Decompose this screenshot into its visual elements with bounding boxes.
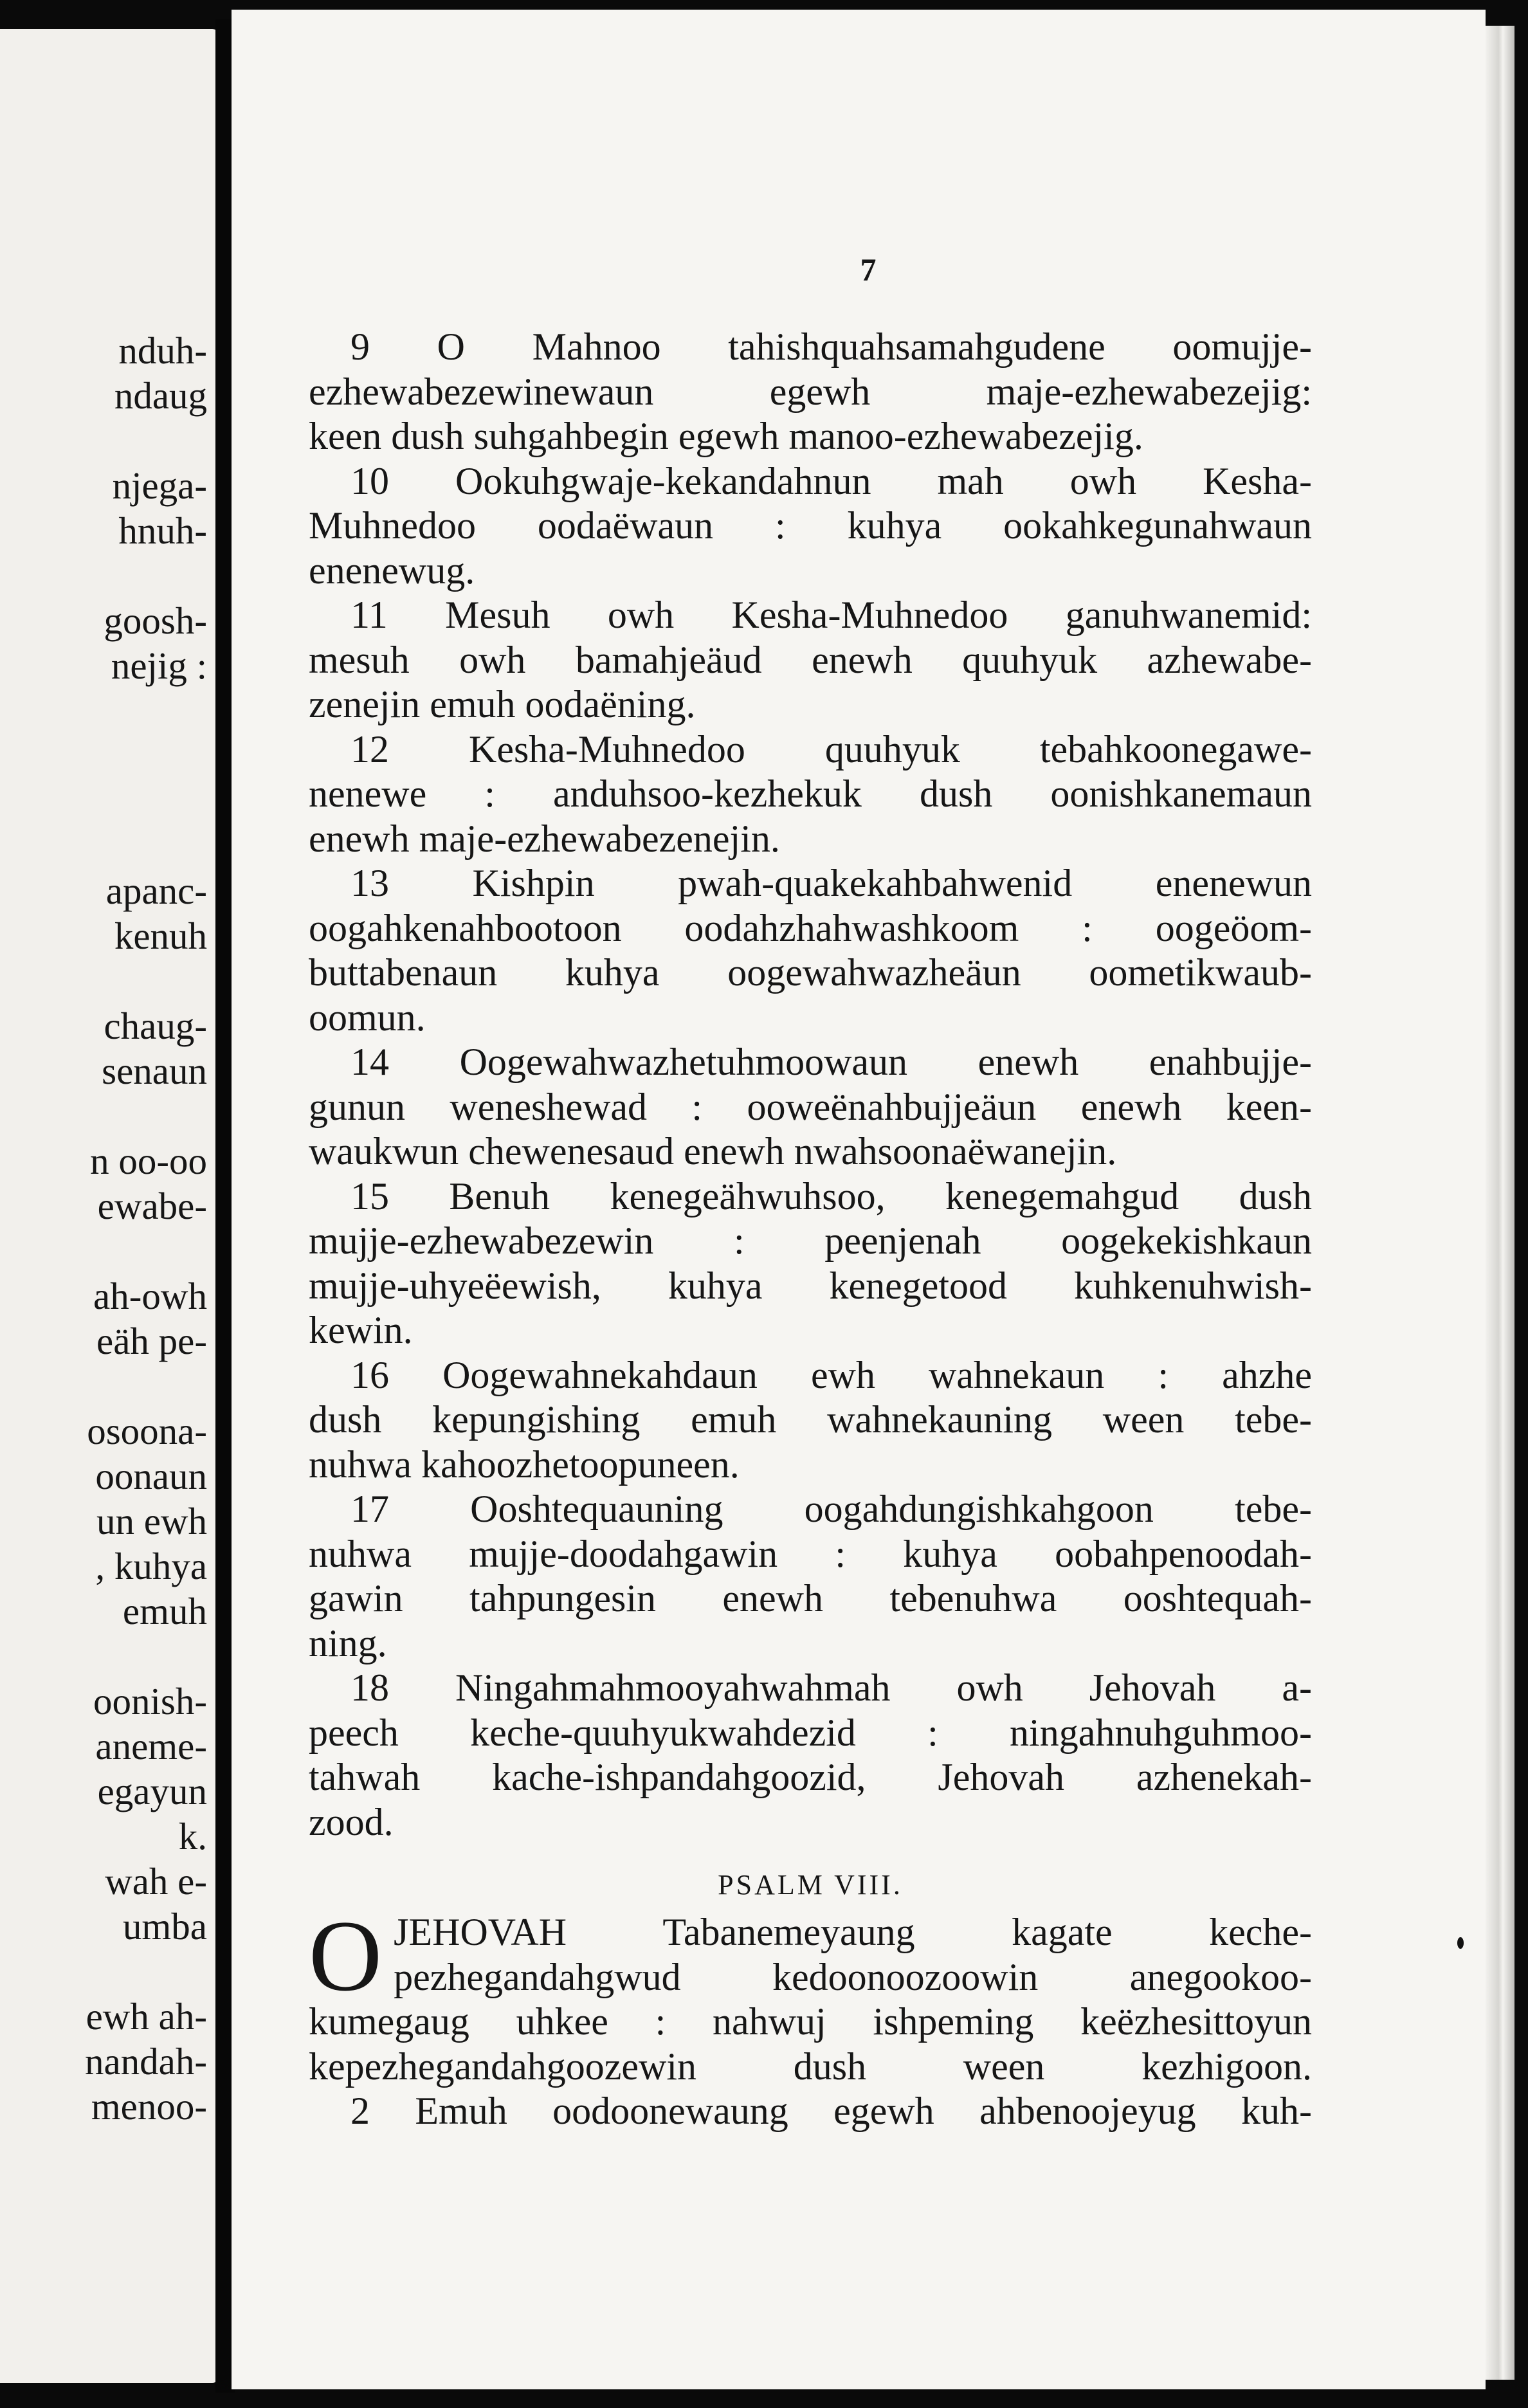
psalm-line: 2 Emuh oodoonewaung egewh ahbenoojeyug kuh- xyxy=(350,2090,1312,2132)
psalm-heading: PSALM VIII. xyxy=(718,1869,903,1901)
left-fragment-line: oonaun xyxy=(95,1455,207,1497)
left-fragment-line: n oo-oo xyxy=(90,1140,207,1182)
left-fragment-line: nandah- xyxy=(84,2040,207,2083)
left-fragment-line: senaun xyxy=(102,1050,207,1092)
left-fragment-line: goosh- xyxy=(104,599,207,642)
left-fragment-line: oonish- xyxy=(93,1680,207,1722)
verse xyxy=(309,727,1312,862)
verse xyxy=(309,861,1312,1040)
verse-line: peech keche-quuhyukwahdezid : ningahnuhguhmoo- xyxy=(309,1711,1312,1754)
left-fragment-line xyxy=(85,823,207,868)
verse-line: gunun weneshewad : ooweënahbujjeäun enewh keen- xyxy=(309,1085,1312,1128)
left-page-fragments xyxy=(85,328,207,2129)
verse-line: 18 Ningahmahmooyahwahmah owh Jehovah a- xyxy=(350,1666,1312,1709)
verse-block xyxy=(309,325,1312,1845)
left-fragment-line: hnuh- xyxy=(118,509,207,552)
verse-line: Muhnedoo oodaëwaun : kuhya ookahkegunahwaun xyxy=(309,504,1312,547)
psalm-line: pezhegandahgwud kedoonoozoowin anegookoo- xyxy=(394,1955,1312,1998)
verse xyxy=(309,1040,1312,1174)
verse-line: waukwun chewenesaud enewh nwahsoonaëwanejin. xyxy=(309,1130,1117,1172)
verse-line: 9 O Mahnoo tahishquahsamahgudene oomujje- xyxy=(350,325,1312,368)
verse-line: ning. xyxy=(309,1621,387,1665)
left-fragment-line: apanc- xyxy=(105,870,207,912)
psalm-line: kumegaug uhkee : nahwuj ishpeming keëzhesittoyun xyxy=(309,2000,1312,2043)
left-fragment-line: emuh xyxy=(122,1590,207,1632)
verse xyxy=(309,459,1312,594)
psalm-line: JEHOVAH Tabanemeyaung kagate keche- xyxy=(394,1911,1312,1953)
left-fragment-line: ndaug xyxy=(114,374,207,417)
verse-line: 14 Oogewahwazhetuhmoowaun enewh enahbujje- xyxy=(350,1041,1312,1083)
verse-line: buttabenaun kuhya oogewahwazheäun oometikwaub- xyxy=(309,951,1312,994)
verse-line: dush kepungishing emuh wahnekauning ween tebe- xyxy=(309,1398,1312,1441)
psalm-line: kepezhegandahgoozewin dush ween kezhigoon. xyxy=(309,2045,1312,2088)
verse xyxy=(309,325,1312,459)
left-fragment-line xyxy=(85,553,207,598)
verse-line: oogahkenahbootoon oodahzhahwashkoom : oogeöom- xyxy=(309,906,1312,949)
left-page xyxy=(0,29,219,2383)
left-fragment-line xyxy=(85,1634,207,1679)
left-fragment-line: aneme- xyxy=(95,1725,207,1767)
left-fragment-line: osoona- xyxy=(87,1410,207,1452)
left-fragment-line xyxy=(85,688,207,733)
psalm-body xyxy=(309,1900,1312,2134)
verse-line: nenewe : anduhsoo-kezhekuk dush oonishkanemaun xyxy=(309,772,1312,815)
verse xyxy=(309,1487,1312,1666)
verse xyxy=(309,1353,1312,1488)
left-fragment-line: wah e- xyxy=(105,1860,207,1902)
verse-line: ezhewabezewinewaun egewh maje-ezhewabezejig: xyxy=(309,370,1312,413)
left-fragment-line xyxy=(85,1093,207,1138)
left-fragment-line xyxy=(85,733,207,778)
verse xyxy=(309,1666,1312,1845)
verse-line: 11 Mesuh owh Kesha-Muhnedoo ganuhwanemid: xyxy=(350,594,1312,636)
verse-line: 12 Kesha-Muhnedoo quuhyuk tebahkoonegawe- xyxy=(350,727,1312,771)
left-fragment-line: ewh ah- xyxy=(86,1995,207,2038)
verse-line: mujje-ezhewabezewin : peenjenah oogekekishkaun xyxy=(309,1219,1312,1262)
page-number: 7 xyxy=(860,251,877,287)
margin-speck xyxy=(1457,1937,1464,1949)
left-fragment-line: nduh- xyxy=(118,329,207,372)
left-fragment-line: egayun xyxy=(97,1770,207,1812)
verse-line: zood. xyxy=(309,1800,394,1843)
left-fragment-line: un ewh xyxy=(96,1500,207,1542)
verse-line: enewh maje-ezhewabezenejin. xyxy=(309,817,780,860)
page-edge xyxy=(1486,26,1514,2380)
left-fragment-line: , kuhya xyxy=(95,1545,207,1587)
left-fragment-line: k. xyxy=(178,1815,207,1857)
verse-line: keen dush suhgahbegin egewh manoo-ezhewabezejig. xyxy=(309,415,1143,457)
verse-line: nuhwa mujje-doodahgawin : kuhya oobahpenoodah- xyxy=(309,1532,1312,1575)
verse-line: gawin tahpungesin enewh tebenuhwa ooshtequah- xyxy=(309,1577,1312,1619)
left-fragment-line: ah-owh xyxy=(93,1275,207,1317)
verse-line: oomun. xyxy=(309,996,426,1039)
verse-line: 17 Ooshtequauning oogahdungishkahgoon tebe- xyxy=(350,1488,1312,1530)
verse-line: 15 Benuh kenegeähwuhsoo, kenegemahgud dush xyxy=(350,1174,1312,1218)
left-fragment-line xyxy=(85,1364,207,1409)
verse xyxy=(309,593,1312,727)
verse-line: kewin. xyxy=(309,1309,413,1351)
drop-cap: O xyxy=(309,1900,383,2012)
verse-line: zenejin emuh oodaëning. xyxy=(309,683,696,725)
left-fragment-line: ewabe- xyxy=(97,1185,207,1227)
verse-line: nuhwa kahoozhetoopuneen. xyxy=(309,1443,740,1486)
verse xyxy=(309,1174,1312,1353)
left-fragment-line xyxy=(85,1949,207,1994)
verse-line: mesuh owh bamahjeäud enewh quuhyuk azhewabe- xyxy=(309,638,1312,681)
left-fragment-line: umba xyxy=(122,1905,207,1947)
left-fragment-line xyxy=(85,418,207,463)
left-fragment-line: njega- xyxy=(112,464,207,507)
verse-line: enenewug. xyxy=(309,549,475,592)
left-fragment-line: nejig : xyxy=(111,644,207,687)
left-fragment-line xyxy=(85,778,207,823)
left-fragment-line: chaug- xyxy=(104,1005,207,1047)
verse-line: tahwah kache-ishpandahgoozid, Jehovah azhenekah- xyxy=(309,1756,1312,1798)
right-page xyxy=(232,10,1486,2389)
left-fragment-line xyxy=(85,958,207,1003)
verse-line: 16 Oogewahnekahdaun ewh wahnekaun : ahzhe xyxy=(350,1353,1312,1396)
verse-line: mujje-uhyeëewish, kuhya kenegetood kuhkenuhwish- xyxy=(309,1264,1312,1307)
verse-line: 10 Ookuhgwaje-kekandahnun mah owh Kesha- xyxy=(350,459,1312,502)
verse-line: 13 Kishpin pwah-quakekahbahwenid enenewun xyxy=(350,862,1312,904)
left-fragment-line: eäh pe- xyxy=(96,1320,207,1362)
left-fragment-line: menoo- xyxy=(91,2085,207,2128)
left-fragment-line: kenuh xyxy=(114,915,207,957)
left-fragment-line xyxy=(85,1228,207,1273)
